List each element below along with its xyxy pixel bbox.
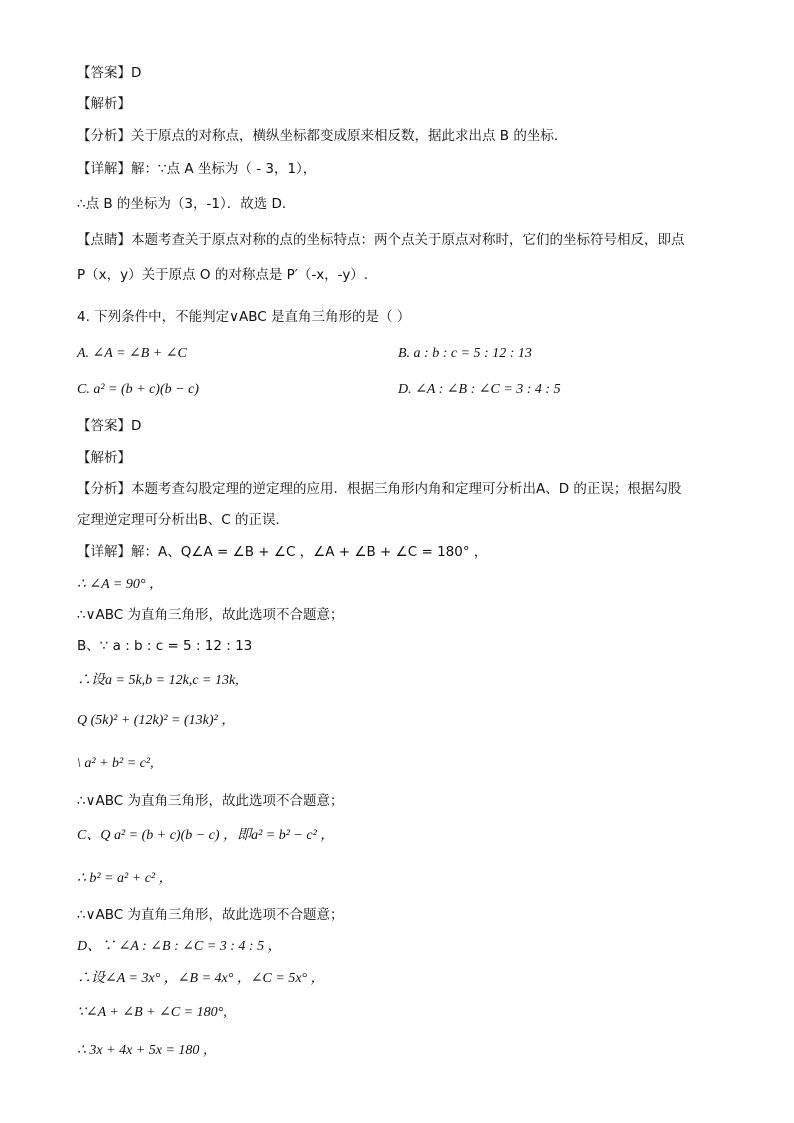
analysis-header-2: 【解析】 <box>77 450 131 466</box>
analysis-text-2a: 【分析】本题考查勾股定理的逆定理的应用．根据三角形内角和定理可分析出A、D 的正误；根据勾股 <box>77 481 682 497</box>
solution-line-10: ∴ b² = a² + c² ， <box>77 871 173 886</box>
solution-line-15: ∴ 3x + 4x + 5x = 180 ， <box>77 1043 217 1058</box>
solution-line-3: ∴∨ABC 为直角三角形，故此选项不合题意； <box>77 607 344 623</box>
option-b: B. a : b : c = 5 : 12 : 13 <box>398 346 532 361</box>
detail-line-1: 【详解】解：∵点 A 坐标为（ - 3，1）， <box>77 161 317 177</box>
solution-line-4: B、∵ a : b : c = 5 : 12 : 13 <box>77 638 253 654</box>
solution-line-5: ∴设a = 5k,b = 12k,c = 13k, <box>77 673 239 688</box>
solution-line-9: C、Q a² = (b + c)(b − c) ，即a² = b² − c² ， <box>77 828 335 843</box>
answer-label-1: 【答案】D <box>77 65 142 81</box>
option-c: C. a² = (b + c)(b − c) <box>77 382 199 397</box>
comment-line-1: 【点睛】本题考查关于原点对称的点的坐标特点：两个点关于原点对称时，它们的坐标符号相反，即点 <box>77 232 685 248</box>
analysis-text-2b: 定理逆定理可分析出B、C 的正误． <box>77 512 289 528</box>
solution-line-1: 【详解】解：A、Q∠A = ∠B + ∠C ，∠A + ∠B + ∠C = 180° ， <box>77 544 488 560</box>
solution-line-6: Q (5k)² + (12k)² = (13k)² ， <box>77 713 236 728</box>
option-d: D. ∠A : ∠B : ∠C = 3 : 4 : 5 <box>398 382 561 397</box>
solution-line-8: ∴∨ABC 为直角三角形，故此选项不合题意； <box>77 793 344 809</box>
solution-line-7: \ a² + b² = c², <box>77 756 154 771</box>
analysis-text-1: 【分析】关于原点的对称点，横纵坐标都变成原来相反数，据此求出点 B 的坐标． <box>77 128 568 144</box>
question-4-stem: 4. 下列条件中，不能判定∨ABC 是直角三角形的是（ ） <box>77 309 411 325</box>
answer-label-2: 【答案】D <box>77 418 142 434</box>
solution-line-12: D、∵ ∠A : ∠B : ∠C = 3 : 4 : 5 ， <box>77 939 282 954</box>
solution-line-2: ∴ ∠A = 90° ， <box>77 577 163 592</box>
option-a: A. ∠A = ∠B + ∠C <box>77 346 187 361</box>
comment-line-2: P（x，y）关于原点 O 的对称点是 P′（-x，-y）. <box>77 267 369 283</box>
solution-line-13: ∴设∠A = 3x° ，∠B = 4x° ，∠C = 5x° ， <box>77 971 325 986</box>
solution-line-11: ∴∨ABC 为直角三角形，故此选项不合题意； <box>77 907 344 923</box>
solution-line-14: ∵∠A + ∠B + ∠C = 180°, <box>77 1005 227 1020</box>
analysis-header-1: 【解析】 <box>77 96 131 112</box>
detail-line-2: ∴点 B 的坐标为（3，-1）．故选 D． <box>77 196 296 212</box>
